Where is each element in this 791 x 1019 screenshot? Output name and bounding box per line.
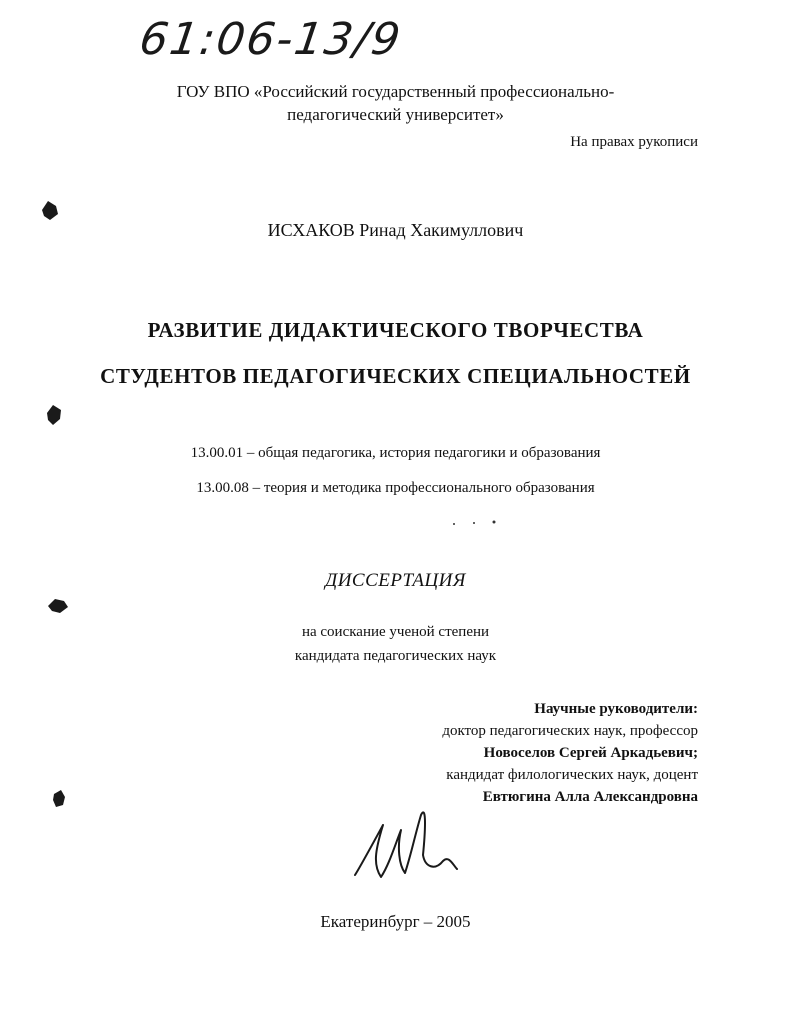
degree-line-2: кандидата педагогических наук <box>294 648 497 664</box>
scan-blot-4 <box>50 788 68 810</box>
supervisor-1-name: Новоселов Сергей Аркадьевич; <box>483 745 698 761</box>
supervisor-2-name: Евтюгина Алла Александровна <box>482 789 698 805</box>
supervisor-2-title: кандидат филологических наук, доцент <box>446 767 698 783</box>
organization-block <box>0 80 791 126</box>
degree-block <box>0 620 791 668</box>
degree-line-1: на соискание ученой степени <box>301 624 490 640</box>
organization-line-1: ГОУ ВПО «Российский государственный профессионально- <box>176 82 615 101</box>
author-name: ИСХАКОВ Ринад Хакимуллович <box>267 220 524 240</box>
rights-note: На правах рукописи <box>570 134 698 150</box>
title-line-2: СТУДЕНТОВ ПЕДАГОГИЧЕСКИХ СПЕЦИАЛЬНОСТЕЙ <box>100 364 691 388</box>
handwritten-registration-number: 61:06-13/9 <box>136 14 406 65</box>
specialty-1: 13.00.01 – общая педагогика, история педагогики и образования <box>190 445 601 461</box>
scan-blot-1 <box>38 198 60 222</box>
place-and-year: Екатеринбург – 2005 <box>320 912 471 931</box>
supervisor-1-title: доктор педагогических наук, профессор <box>442 723 698 739</box>
specialty-2: 13.00.08 – теория и методика профессионального образования <box>196 480 595 496</box>
scan-blot-2 <box>44 403 64 427</box>
scan-specks <box>450 518 510 528</box>
supervisors-heading: Научные руководители: <box>534 701 698 717</box>
title-line-1: РАЗВИТИЕ ДИДАКТИЧЕСКОГО ТВОРЧЕСТВА <box>147 318 644 342</box>
author-signature <box>345 795 465 890</box>
scan-blot-3 <box>46 596 70 616</box>
organization-line-2: педагогический университет» <box>287 105 504 124</box>
supervisors-block <box>442 698 698 808</box>
document-type: ДИССЕРТАЦИЯ <box>325 570 466 591</box>
